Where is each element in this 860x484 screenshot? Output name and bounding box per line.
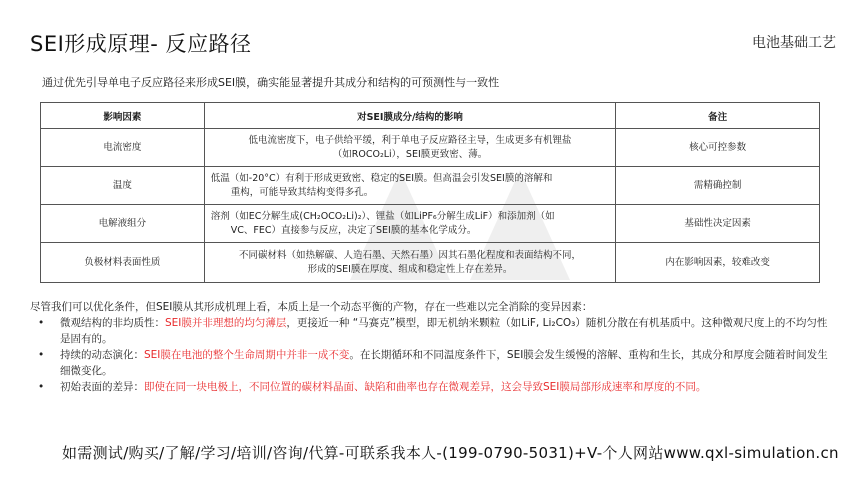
- brand-label: 电池基础工艺: [752, 35, 836, 51]
- header-factor: 影响因素: [41, 103, 205, 129]
- impact-cell: [204, 129, 615, 167]
- intro-paragraph: 尽管我们可以优化条件，但SEI膜从其形成机理上看，本质上是一个动态平衡的产物，存在一些难以完全消除的变异因素：: [30, 301, 593, 313]
- header-impact: 对SEI膜成分/结构的影响: [204, 103, 615, 129]
- impact-line: 低温（如-20°C）有利于形成更致密、稳定的SEI膜。但高温会引发SEI膜的溶解和: [210, 172, 553, 184]
- list-item: [30, 379, 830, 395]
- bullet-highlight: 即使在同一块电极上，不同位置的碳材料晶面、缺陷和曲率也存在微观差异，这会导致SEI膜局部形成速率和厚度的不同。: [144, 381, 707, 393]
- bullet-prefix: 持续的动态演化：: [60, 349, 144, 361]
- bullet-prefix: 微观结构的非均质性：: [60, 317, 165, 329]
- table-row: [41, 205, 820, 243]
- bullet-rest: 。在长期循环和不同温度条件下，SEI膜会发生缓慢的溶解、重构和生长，其成分和厚度会随着时间发生细微变化。: [60, 349, 828, 377]
- note-cell: 核心可控参数: [616, 129, 820, 167]
- bullet-prefix: 初始表面的差异：: [60, 381, 144, 393]
- factor-cell: 电流密度: [41, 129, 205, 167]
- table-row: [41, 167, 820, 205]
- impact-cell: [204, 243, 615, 283]
- bullet-dot-icon: •: [38, 349, 45, 361]
- bullet-rest: ，更接近一种 “马赛克”模型，即无机纳米颗粒（如LiF, Li₂CO₃）随机分散在有机基质中。这种微观尺度上的不均匀性是固有的。: [60, 317, 828, 345]
- factor-cell: 温度: [41, 167, 205, 205]
- impact-cell: [204, 167, 615, 205]
- impact-line: （如ROCO₂Li），SEI膜更致密、薄。: [332, 148, 488, 160]
- bullet-highlight: SEI膜在电池的整个生命周期中并非一成不变: [144, 349, 350, 361]
- page-subtitle: 通过优先引导单电子反应路径来形成SEI膜，确实能显著提升其成分和结构的可预测性与一致性: [42, 76, 500, 89]
- impact-cell: [204, 205, 615, 243]
- bullet-dot-icon: •: [38, 317, 45, 329]
- header-note: 备注: [616, 103, 820, 129]
- factor-cell: 电解液组分: [41, 205, 205, 243]
- table-header-row: [41, 103, 820, 129]
- note-cell: 基础性决定因素: [616, 205, 820, 243]
- impact-line: VC、FEC）直接参与反应，决定了SEI膜的基本化学成分。: [230, 224, 477, 236]
- list-item: [30, 347, 830, 379]
- bullet-highlight: SEI膜并非理想的均匀薄层: [165, 317, 287, 329]
- variation-factors-list: [30, 315, 830, 395]
- impact-line: 形成的SEI膜在厚度、组成和稳定性上存在差异。: [307, 263, 513, 275]
- note-cell: 内在影响因素，较难改变: [616, 243, 820, 283]
- list-item: [30, 315, 830, 347]
- note-cell: 需精确控制: [616, 167, 820, 205]
- table-row: [41, 243, 820, 283]
- contact-footer: 如需测试/购买/了解/学习/培训/咨询/代算-可联系我本人-(199-0790-5031)+V-个人网站www.qxl-simulation.cn: [62, 444, 839, 462]
- impact-line: 溶剂（如EC分解生成(CH₂OCO₂Li)₂）、锂盐（如LiPF₆分解生成LiF）和添加剂（如: [210, 210, 555, 222]
- impact-line: 重构，可能导致其结构变得多孔。: [230, 186, 374, 198]
- influence-factors-table: [40, 102, 820, 283]
- factor-cell: 负极材料表面性质: [41, 243, 205, 283]
- impact-line: 低电流密度下，电子供给平缓，利于单电子反应路径主导，生成更多有机锂盐: [248, 134, 572, 146]
- bullet-dot-icon: •: [38, 381, 45, 393]
- table-row: [41, 129, 820, 167]
- impact-line: 不同碳材料（如热解碳、人造石墨、天然石墨）因其石墨化程度和表面结构不同，: [239, 249, 582, 261]
- page-title: SEI形成原理- 反应路径: [30, 32, 252, 56]
